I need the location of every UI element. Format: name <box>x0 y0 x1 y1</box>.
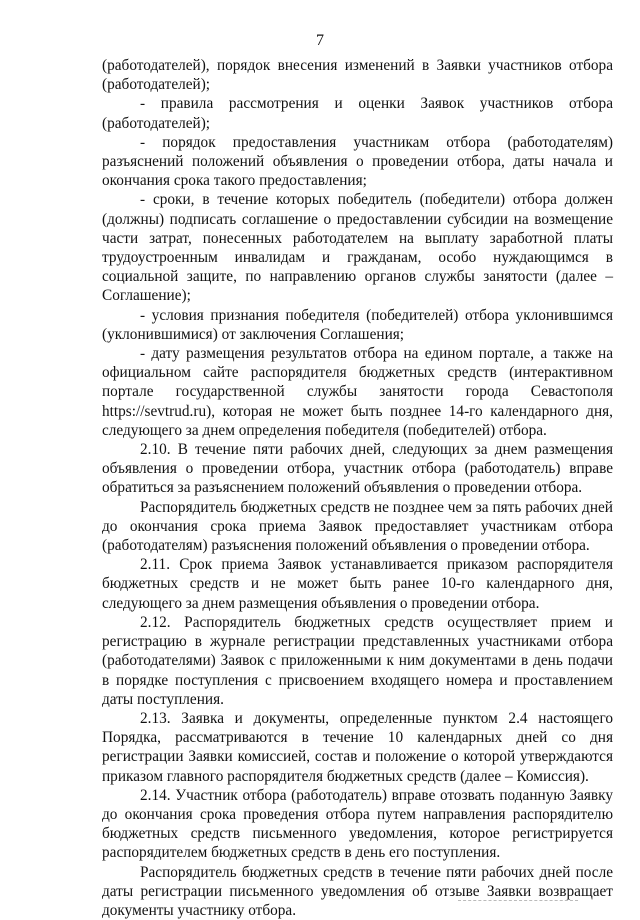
paragraph-2: - правила рассмотрения и оценки Заявок участников отбора (работодателей); <box>102 95 613 132</box>
page-number: 7 <box>316 32 324 49</box>
paragraph-5: - условия признания победителя (победителей) отбора уклонившимся (уклонившимися) от заключения Соглашения; <box>102 306 613 343</box>
paragraph-11: 2.13. Заявка и документы, определенные пунктом 2.4 настоящего Порядка, рассматриваются в течение 10 календарных дней со дня регистрации Заявки комиссией, состав и положение о которой утверждаются приказом главного распорядителя бюджетных средств (далее – Комиссия). <box>102 709 613 785</box>
paragraph-9: 2.11. Срок приема Заявок устанавливается приказом распорядителя бюджетных средств и не может быть ранее 10-го календарного дня, следующего за днем размещения объявления о проведении отбора. <box>102 556 613 612</box>
paragraph-4: - сроки, в течение которых победитель (победители) отбора должен (должны) подписать соглашение о предоставлении субсидии на возмещение части затрат, понесенных работодателем на выплату заработной платы трудоустроенным инвалидам и гражданам, особо нуждающимся в социальной защите, по направлению органов службы занятости (далее – Соглашение); <box>102 191 613 305</box>
paragraph-13: Распорядитель бюджетных средств в течение пяти рабочих дней после даты регистрации письменного уведомления об отзыве Заявки возвращает документы участнику отбора. <box>102 863 613 919</box>
paragraph-10: 2.12. Распорядитель бюджетных средств осуществляет прием и регистрацию в журнале регистрации представленных участниками отбора (работодателями) Заявок с приложенными к ним документами в день подачи в порядке поступления с присвоением входящего номера и проставлением даты поступления. <box>102 613 613 708</box>
document-body <box>102 56 613 920</box>
paragraph-7: 2.10. В течение пяти рабочих дней, следующих за днем размещения объявления о проведении отбора, участник отбора (работодатель) вправе обратиться за разъяснением положений объявления о проведении отбора. <box>102 441 613 497</box>
paragraph-12: 2.14. Участник отбора (работодатель) вправе отозвать поданную Заявку до окончания срока проведения отбора путем направления распорядителю бюджетных средств письменного уведомления, которое регистрируется распорядителем бюджетных средств в день его поступления. <box>102 786 613 862</box>
footer-scan-mark <box>458 900 578 904</box>
paragraph-3: - порядок предоставления участникам отбора (работодателям) разъяснений положений объявления о проведении отбора, даты начала и окончания срока такого предоставления; <box>102 133 613 190</box>
paragraph-1: (работодателей), порядок внесения изменений в Заявки участников отбора (работодателей); <box>102 57 613 94</box>
paragraph-8: Распорядитель бюджетных средств не позднее чем за пять рабочих дней до окончания срока приема Заявок предоставляет участникам отбора (работодателям) разъяснения положений объявления о проведении отбора. <box>102 498 613 555</box>
paragraph-6: - дату размещения результатов отбора на едином портале, а также на официальном сайте распорядителя бюджетных средств (интерактивном портале государственной службы занятости города Севастополя https://sevtrud.ru), которая не может быть позднее 14-го календарного дня, следующего за днем определения победителя (победителей) отбора. <box>102 345 613 439</box>
